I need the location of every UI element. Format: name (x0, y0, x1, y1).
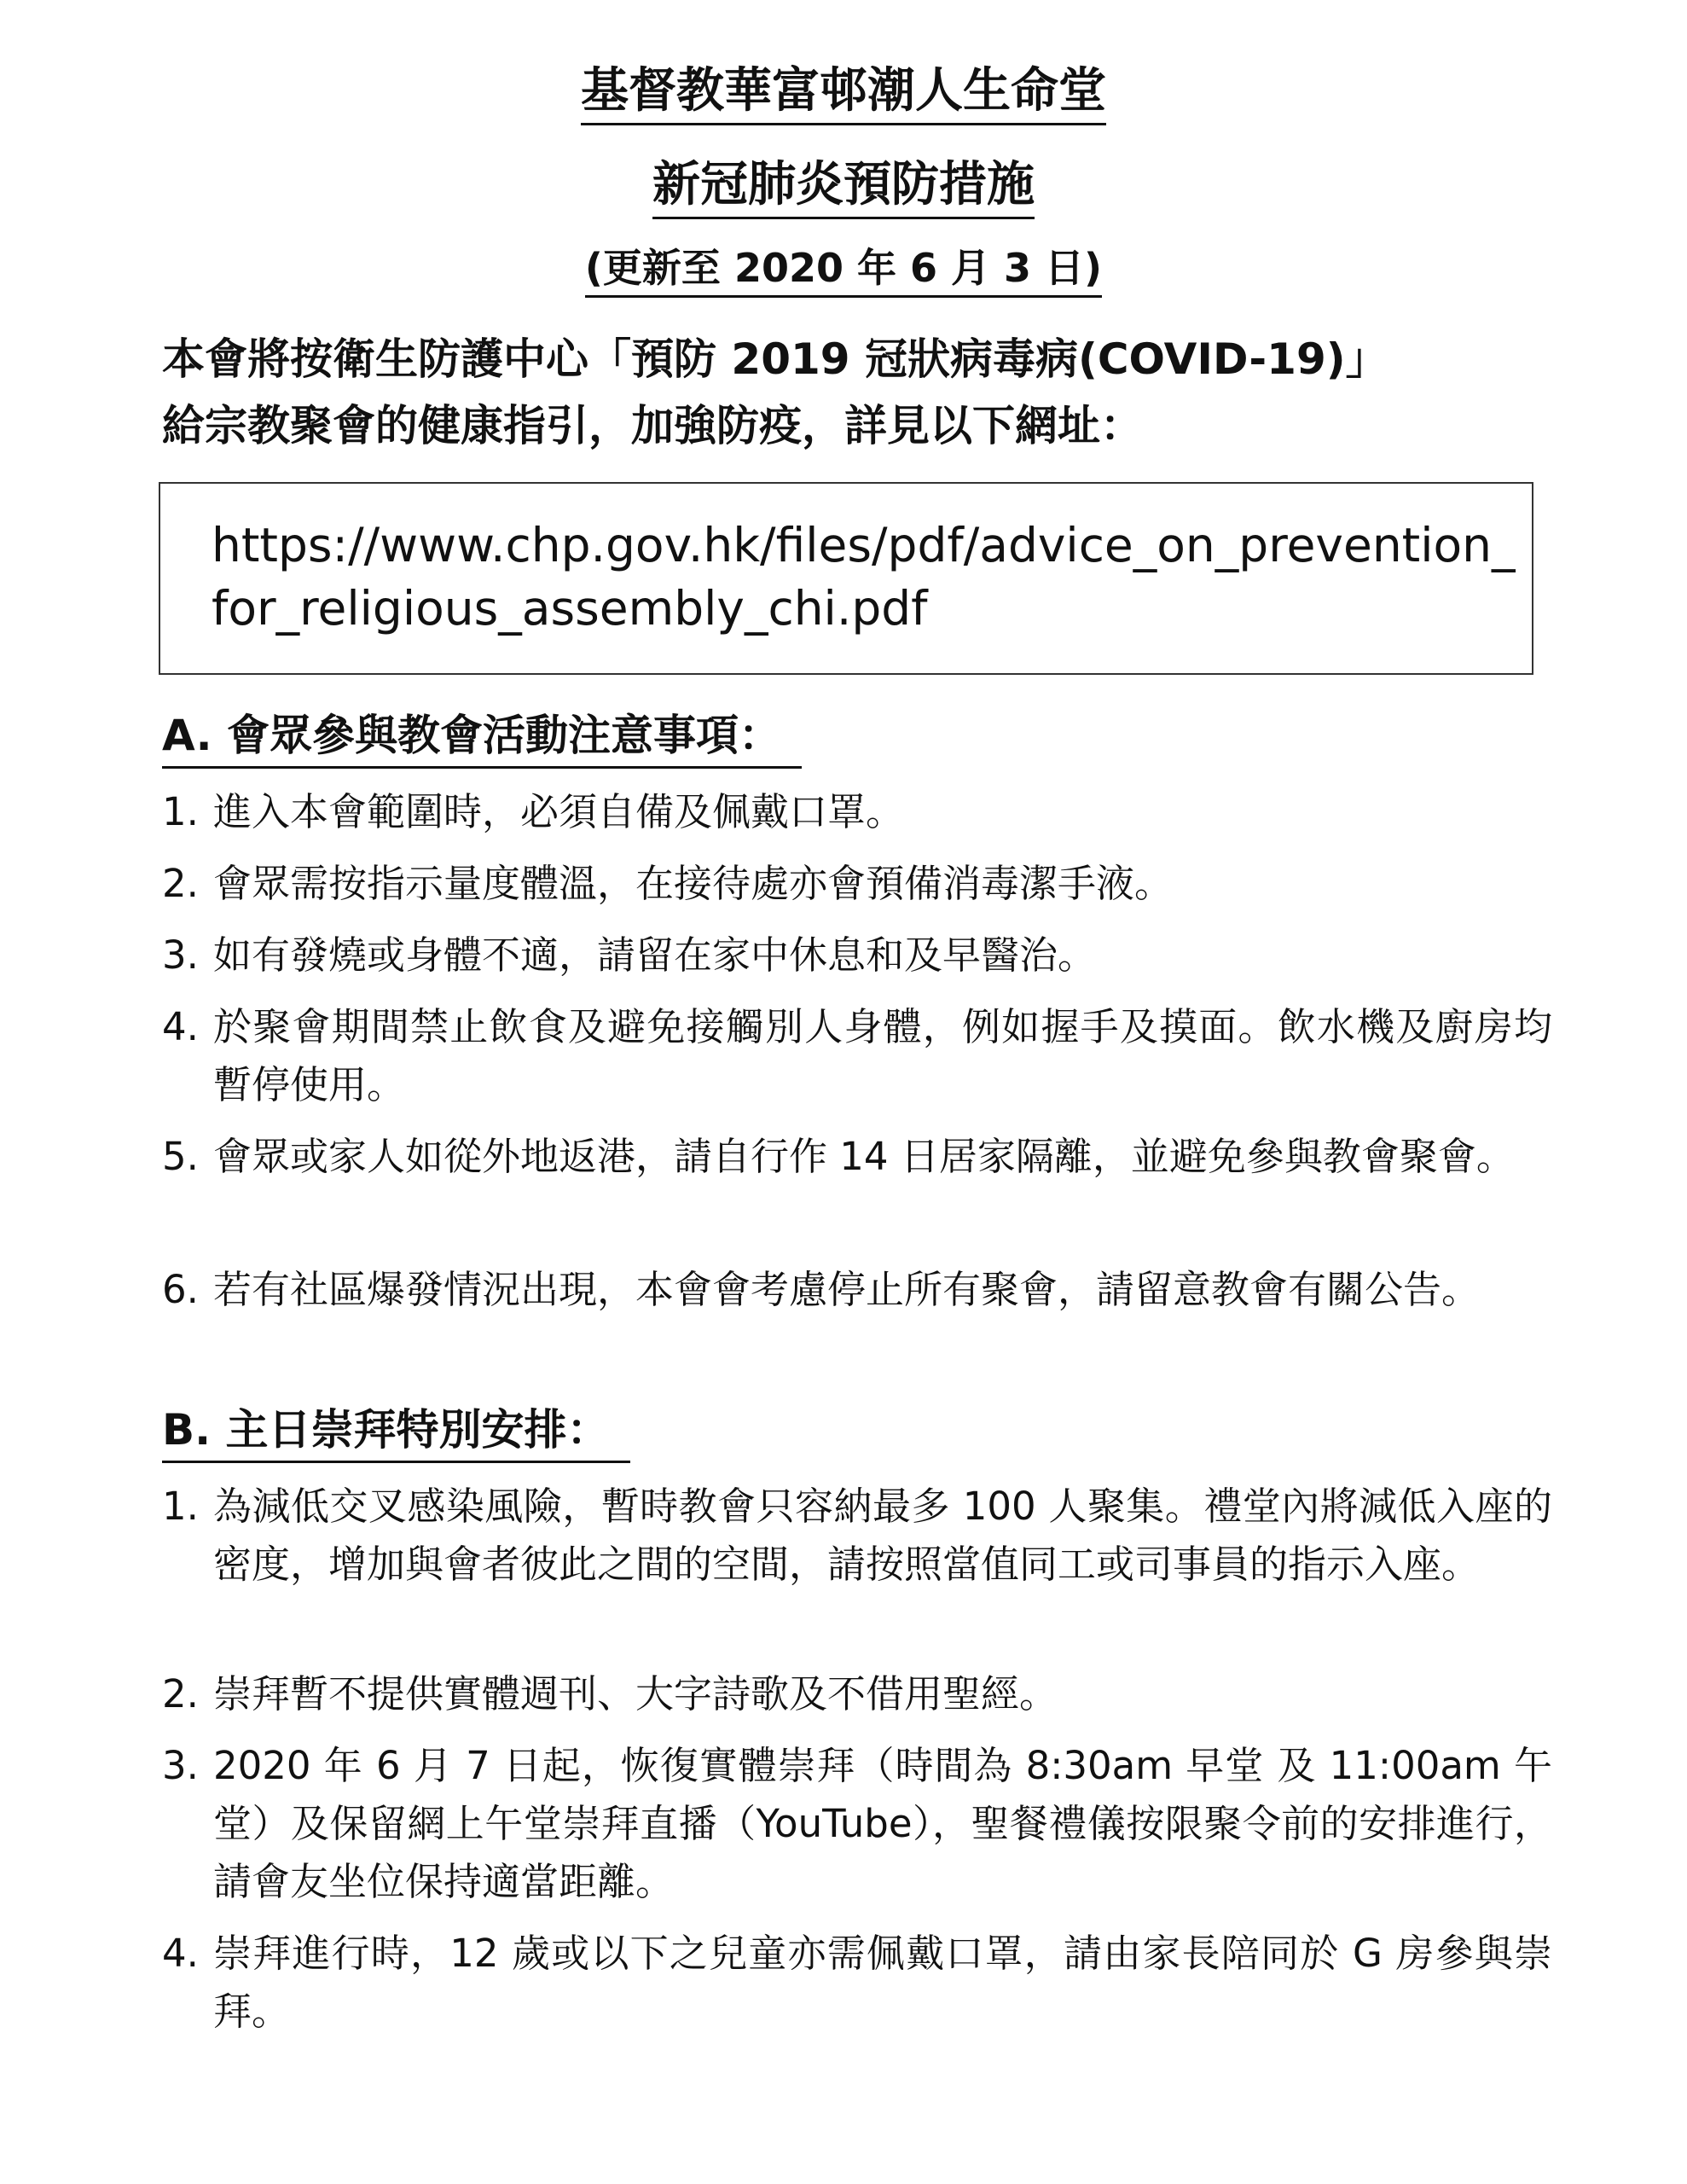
url-line-1: https://www.chp.gov.hk/files/pdf/advice_on_prevention_ (212, 518, 1516, 572)
section-a-item-2 (162, 855, 1552, 913)
item-number: 3. (162, 1743, 199, 1788)
update-date: (更新至 2020 年 6 月 3 日) (0, 237, 1687, 298)
church-name-title: 基督教華富邨潮人生命堂 (0, 53, 1687, 125)
section-a-item-3 (162, 926, 1552, 985)
section-b-heading: B. 主日崇拜特別安排： (162, 1396, 630, 1463)
item-number: 5. (162, 1134, 199, 1179)
section-a-item-5 (162, 1128, 1552, 1186)
item-number: 4. (162, 1931, 199, 1976)
item-text: 會眾或家人如從外地返港，請自行作 14 日居家隔離，並避免參與教會聚會。 (213, 1134, 1515, 1179)
item-number: 1. (162, 1484, 199, 1529)
item-text: 如有發燒或身體不適，請留在家中休息和及早醫治。 (213, 932, 1097, 978)
section-b-item-1 (162, 1478, 1552, 1594)
item-text: 崇拜暫不提供實體週刊、大字詩歌及不借用聖經。 (213, 1671, 1058, 1716)
item-number: 6. (162, 1267, 199, 1312)
item-number: 3. (162, 932, 199, 978)
item-text: 若有社區爆發情況出現，本會會考慮停止所有聚會，請留意教會有關公告。 (213, 1267, 1481, 1312)
section-b-item-4 (162, 1925, 1552, 2041)
section-b-item-2 (162, 1665, 1552, 1723)
item-number: 2. (162, 861, 199, 906)
section-a-heading: A. 會眾參與教會活動注意事項： (162, 701, 802, 769)
url-line-2: for_religious_assembly_chi.pdf (212, 581, 928, 636)
document-title: 新冠肺炎預防措施 (0, 147, 1687, 219)
item-text: 於聚會期間禁止飲食及避免接觸別人身體，例如握手及摸面。飲水機及廚房均暫停使用。 (213, 1004, 1552, 1107)
section-a-item-1 (162, 783, 1552, 841)
section-a-item-6 (162, 1261, 1552, 1319)
item-text: 崇拜進行時，12 歲或以下之兒童亦需佩戴口罩，請由家長陪同於 G 房參與崇拜。 (213, 1931, 1552, 2034)
item-text: 進入本會範圍時，必須自備及佩戴口罩。 (213, 789, 905, 834)
item-number: 4. (162, 1004, 199, 1049)
url-box (159, 482, 1533, 675)
section-b-item-3 (162, 1737, 1552, 1911)
section-a-item-4 (162, 998, 1552, 1114)
item-text: 會眾需按指示量度體溫，在接待處亦會預備消毒潔手液。 (213, 861, 1174, 906)
intro-line-1: 本會將按衛生防護中心「預防 2019 冠狀病毒病(COVID-19)」 (162, 334, 1388, 384)
item-number: 1. (162, 789, 199, 834)
item-text: 2020 年 6 月 7 日起，恢復實體崇拜（時間為 8:30am 早堂 及 11:00am 午堂）及保留網上午堂崇拜直播（YouTube），聖餐禮儀按限聚令前的安排進行，請會友坐位保持適當距離。 (213, 1743, 1552, 1904)
intro-paragraph (162, 326, 1561, 459)
intro-line-2: 給宗教聚會的健康指引，加強防疫，詳見以下網址： (162, 401, 1143, 450)
item-text: 為減低交叉感染風險，暫時教會只容納最多 100 人聚集。禮堂內將減低入座的密度，增加與會者彼此之間的空間，請按照當值同工或司事員的指示入座。 (213, 1484, 1552, 1587)
item-number: 2. (162, 1671, 199, 1716)
